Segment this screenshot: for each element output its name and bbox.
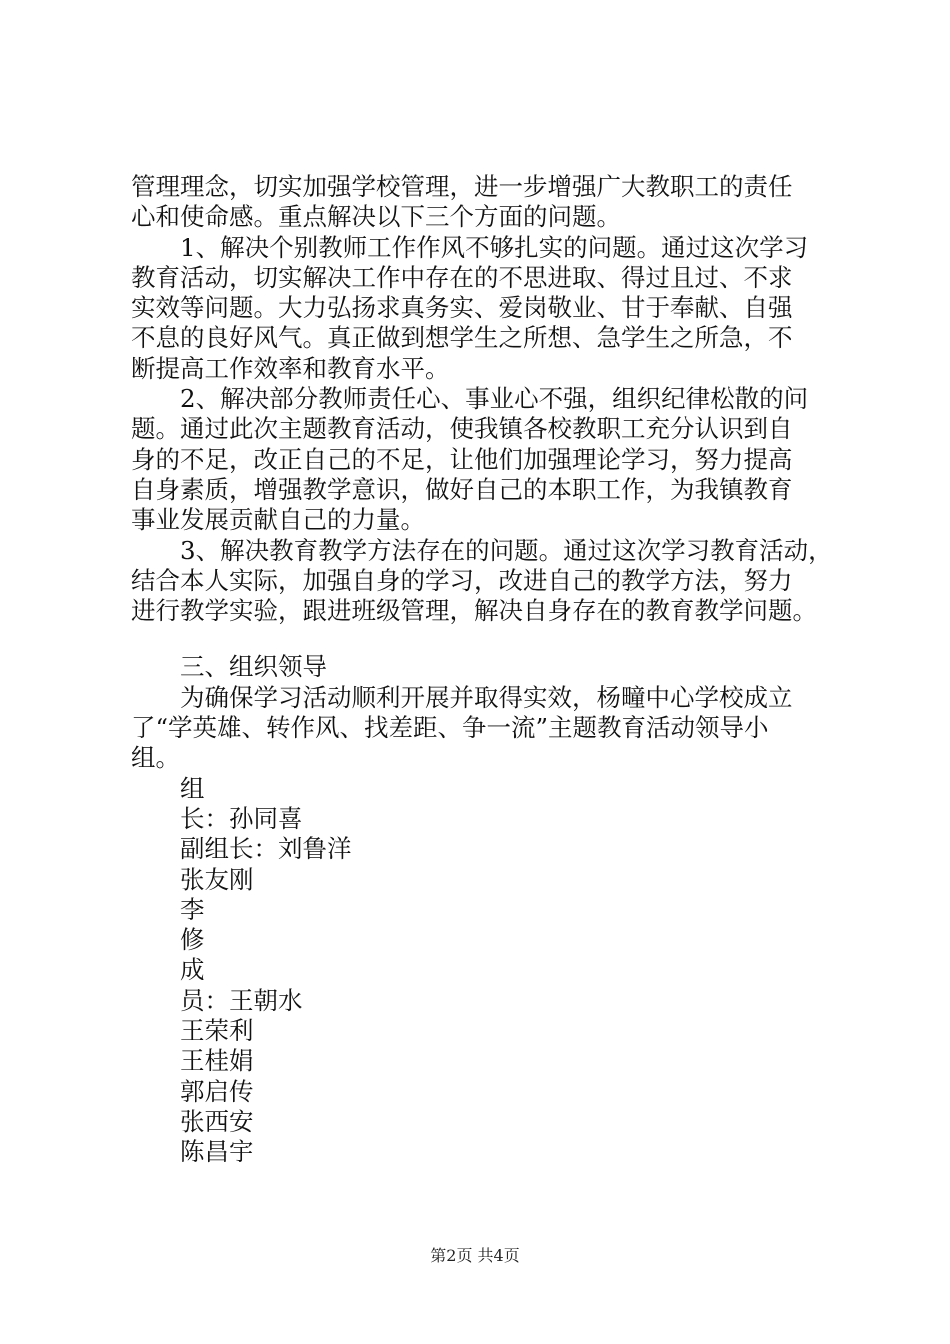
paragraph-line: 结合本人实际，加强自身的学习，改进自己的教学方法，努力 [131, 565, 793, 595]
document-body [131, 172, 851, 1168]
section-heading: 三、组织领导 [180, 652, 327, 682]
roster-line: 陈昌宇 [180, 1137, 254, 1167]
roster-line: 王荣利 [180, 1016, 254, 1046]
roster-line: 长：孙同喜 [180, 803, 303, 833]
roster-line: 副组长：刘鲁洋 [180, 834, 352, 864]
paragraph-line: 题。通过此次主题教育活动，使我镇各校教职工充分认识到自 [131, 414, 793, 444]
paragraph-line: 事业发展贡献自己的力量。 [131, 505, 425, 535]
roster-line: 张友刚 [180, 864, 254, 894]
roster-line: 李 [180, 894, 205, 924]
paragraph-line: 身的不足，改正自己的不足，让他们加强理论学习，努力提高 [131, 444, 793, 474]
paragraph-line: 实效等问题。大力弘扬求真务实、爱岗敬业、甘于奉献、自强 [131, 293, 793, 323]
section-spacer [131, 626, 851, 652]
roster-line: 郭启传 [180, 1076, 254, 1106]
roster-line: 组 [180, 773, 205, 803]
roster-line: 王桂娟 [180, 1046, 254, 1076]
paragraph-line: 1、解决个别教师工作作风不够扎实的问题。通过这次学习 [180, 232, 809, 262]
paragraph-line: 进行教学实验，跟进班级管理，解决自身存在的教育教学问题。 [131, 596, 817, 626]
paragraph-line: 3、解决教育教学方法存在的问题。通过这次学习教育活动， [180, 535, 833, 565]
roster-line: 员：王朝水 [180, 985, 303, 1015]
page-number-footer: 第2页 共4页 [430, 1246, 520, 1265]
paragraph-line: 了“学英雄、转作风、找差距、争一流”主题教育活动领导小 [131, 713, 769, 743]
paragraph-line: 组。 [131, 743, 180, 773]
paragraph-line: 教育活动，切实解决工作中存在的不思进取、得过且过、不求 [131, 262, 793, 292]
roster-line: 张西安 [180, 1106, 254, 1136]
paragraph-line: 2、解决部分教师责任心、事业心不强，组织纪律松散的问 [180, 384, 809, 414]
paragraph-line: 心和使命感。重点解决以下三个方面的问题。 [131, 202, 621, 232]
paragraph-line: 断提高工作效率和教育水平。 [131, 353, 450, 383]
roster-line: 修 [180, 925, 205, 955]
paragraph-line: 管理理念，切实加强学校管理，进一步增强广大教职工的责任 [131, 172, 793, 201]
paragraph-line: 不息的良好风气。真正做到想学生之所想、急学生之所急，不 [131, 323, 793, 353]
roster-line: 成 [180, 955, 205, 985]
paragraph-line: 为确保学习活动顺利开展并取得实效，杨疃中心学校成立 [180, 682, 793, 712]
paragraph-line: 自身素质，增强教学意识，做好自己的本职工作，为我镇教育 [131, 474, 793, 504]
